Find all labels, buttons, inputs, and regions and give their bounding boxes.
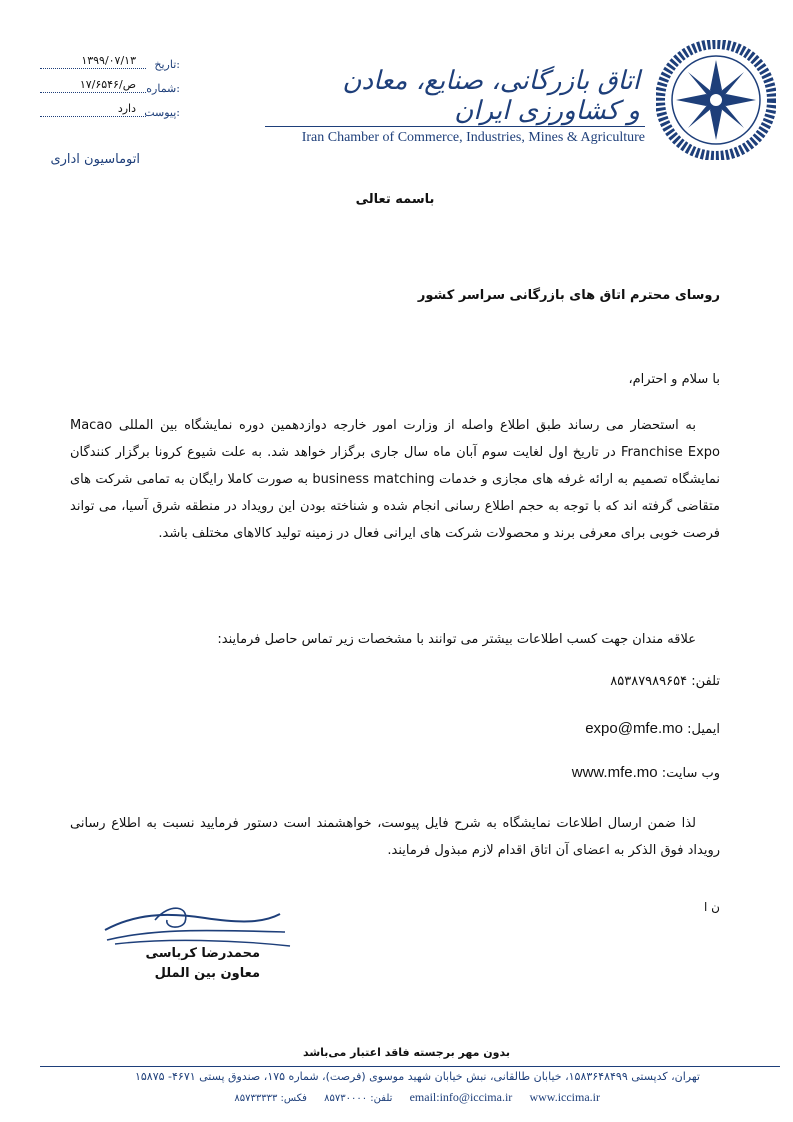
stamp-note: بدون مهر برجسته فاقد اعتبار می‌باشد (302, 1046, 510, 1059)
footer-divider (40, 1066, 780, 1067)
footer-address: تهران، کدپستی ۱۵۸۳۶۴۸۴۹۹، خیابان طالقانی، نبش خیابان شهید موسوی (فرصت)، شماره ۱۷۵، صندوق پستی ۴۶۷۱- ۱۵۸۷۵ (134, 1070, 700, 1083)
signatory-name: محمدرضا کرباسی (145, 946, 260, 961)
bismillah: باسمه تعالی (355, 192, 435, 207)
org-name-fa: اتاق بازرگانی، صنایع، معادن و کشاورزی ایران (342, 66, 640, 126)
website-line (400, 764, 720, 781)
number-label: شماره: (146, 82, 180, 95)
attachment-value: دارد (117, 102, 136, 115)
email-label: ایمیل: (687, 722, 720, 737)
department-label: اتوماسیون اداری (50, 152, 140, 167)
org-name-en: Iran Chamber of Commerce, Industries, Mines & Agriculture (301, 130, 645, 145)
recipient: روسای محترم اتاق های بازرگانی سراسر کشور (417, 288, 720, 303)
header-divider (265, 126, 645, 127)
email-line (400, 720, 720, 737)
date-label: تاریخ: (154, 58, 180, 71)
website-label: وب سایت: (661, 766, 720, 781)
footer-fax: فکس: ۸۵۷۳۳۳۳۳ (234, 1093, 307, 1104)
date-value: ۱۳۹۹/۰۷/۱۳ (81, 54, 136, 67)
phone-line (400, 674, 720, 689)
date-row (40, 56, 180, 80)
footer-email[interactable]: email:info@iccima.ir (409, 1090, 513, 1104)
phone-label: تلفن: (691, 674, 720, 689)
greeting: با سلام و احترام، (628, 372, 720, 387)
initials: ن ا (704, 900, 720, 914)
footer-website[interactable]: www.iccima.ir (529, 1090, 600, 1104)
paragraph-contact-intro: علاقه مندان جهت کسب اطلاعات بیشتر می توانند با مشخصات زیر تماس حاصل فرمایند: (217, 632, 696, 647)
letter-meta (40, 56, 180, 128)
paragraph-announcement: به استحضار می رساند طبق اطلاع واصله از وزارت امور خارجه دوازدهمین دوره نمایشگاه بین المللی Macao Franchise Expo در تاریخ اول لغایت سوم آبان ماه سال جاری برگزار خواهد شد. به علت شیوع کرونا برگزار کنندگان نمایشگاه تصمیم به ارائه غرفه های مجازی و خدمات business matching به صورت کاملا رایگان به تمامی شرکت های متقاضی گرفته اند که با توجه به حجم اطلاع رسانی انجام شده و شناخته بودن این رویداد در منطقه شرق آسیا، می تواند فرصت خوبی برای معرفی برند و محصولات شرکت های ایرانی فعال در زمینه تولید کالاهای مختلف باشد. (70, 418, 721, 541)
signatory-title: معاون بین الملل (154, 966, 260, 981)
number-row (40, 80, 180, 104)
phone-value: ۸۵۳۸۷۹۸۹۶۵۴ (610, 674, 688, 689)
email-value[interactable]: expo@mfe.mo (585, 720, 683, 737)
paragraph-request: لذا ضمن ارسال اطلاعات نمایشگاه به شرح فایل پیوست، خواهشمند است دستور فرمایید نسبت به اطلاع رسانی رویداد فوق الذکر به اعضای آن اتاق اقدام لازم مبذول فرمایند. (70, 816, 720, 858)
footer-phone: تلفن: ۸۵۷۳۰۰۰۰ (324, 1093, 393, 1104)
signatory (120, 944, 260, 984)
attachment-row (40, 104, 180, 128)
attachment-label: پیوست: (144, 106, 180, 119)
number-value: ۱۷/۶۵۴۶/ص (79, 78, 136, 91)
chamber-logo-icon (656, 40, 776, 160)
website-value[interactable]: www.mfe.mo (571, 764, 658, 781)
footer-contact (150, 1090, 600, 1105)
